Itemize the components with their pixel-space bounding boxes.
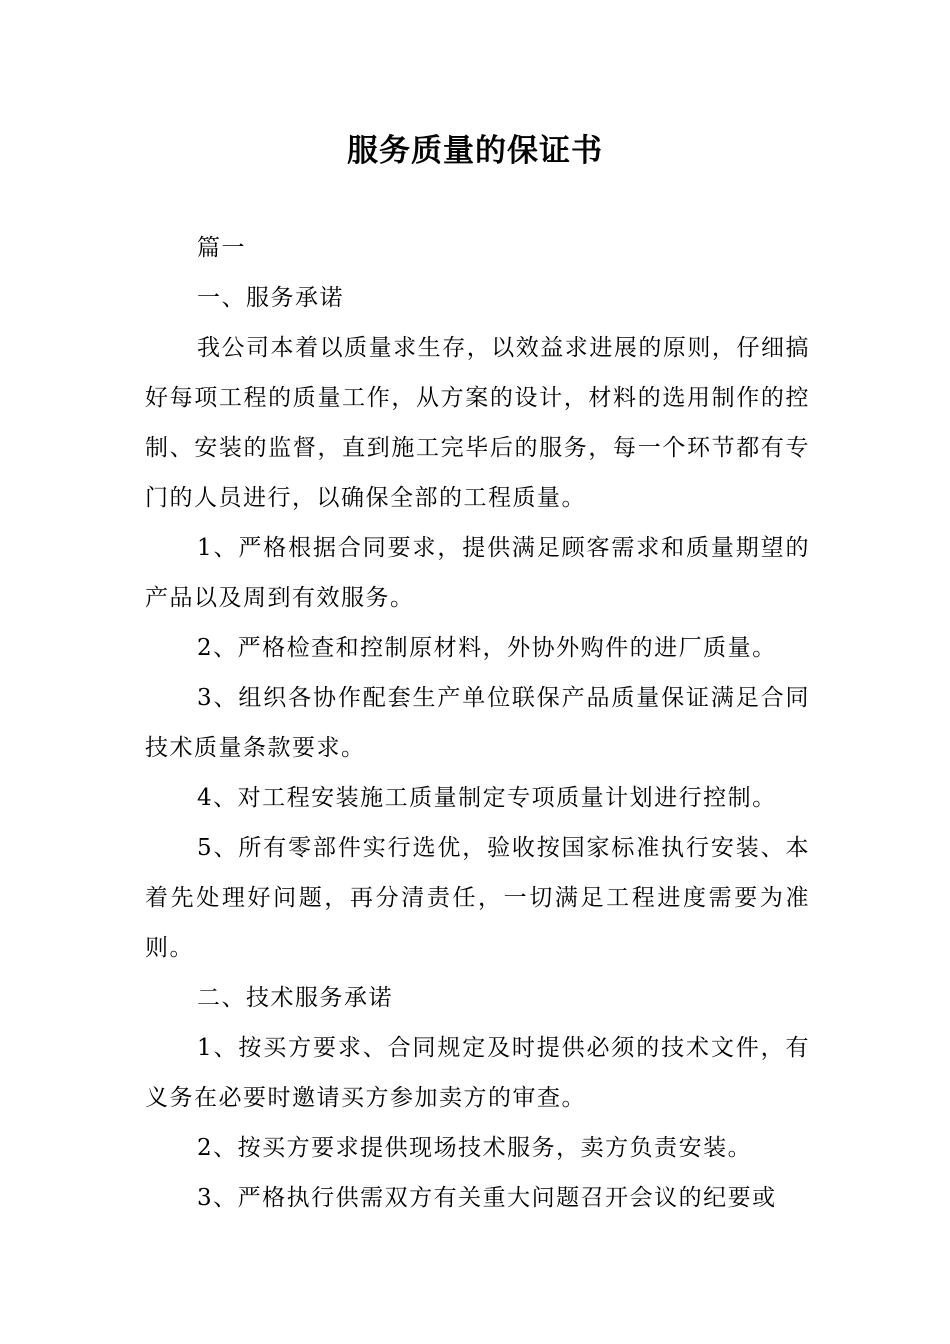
section-heading: 一、服务承诺	[197, 285, 344, 311]
list-item: 4、对工程安装施工质量制定专项质量计划进行控制。	[197, 785, 777, 811]
section-label: 篇一	[197, 235, 246, 261]
paragraph: 我公司本着以质量求生存，以效益求进展的原则，仔细搞好每项工程的质量工作，从方案的设计，材料的选用制作的控制、安装的监督，直到施工完毕后的服务，每一个环节都有专门的人员进行，以确保全部的工程质量。	[145, 335, 810, 511]
list-item: 2、按买方要求提供现场技术服务，卖方负责安装。	[197, 1135, 753, 1161]
document-body	[145, 223, 810, 1223]
list-item: 3、严格执行供需双方有关重大问题召开会议的纪要或	[197, 1185, 777, 1211]
list-item: 3、组织各协作配套生产单位联保产品质量保证满足合同技术质量条款要求。	[145, 685, 810, 761]
list-item: 5、所有零部件实行选优，验收按国家标准执行安装、本着先处理好问题，再分清责任，一切满足工程进度需要为准则。	[145, 835, 810, 961]
document-title: 服务质量的保证书	[347, 133, 603, 169]
section-heading: 二、技术服务承诺	[197, 985, 393, 1011]
list-item: 1、按买方要求、合同规定及时提供必须的技术文件，有义务在必要时邀请买方参加卖方的审查。	[145, 1035, 810, 1111]
list-item: 1、严格根据合同要求，提供满足顾客需求和质量期望的产品以及周到有效服务。	[145, 535, 810, 611]
list-item: 2、严格检查和控制原材料，外协外购件的进厂质量。	[197, 635, 777, 661]
